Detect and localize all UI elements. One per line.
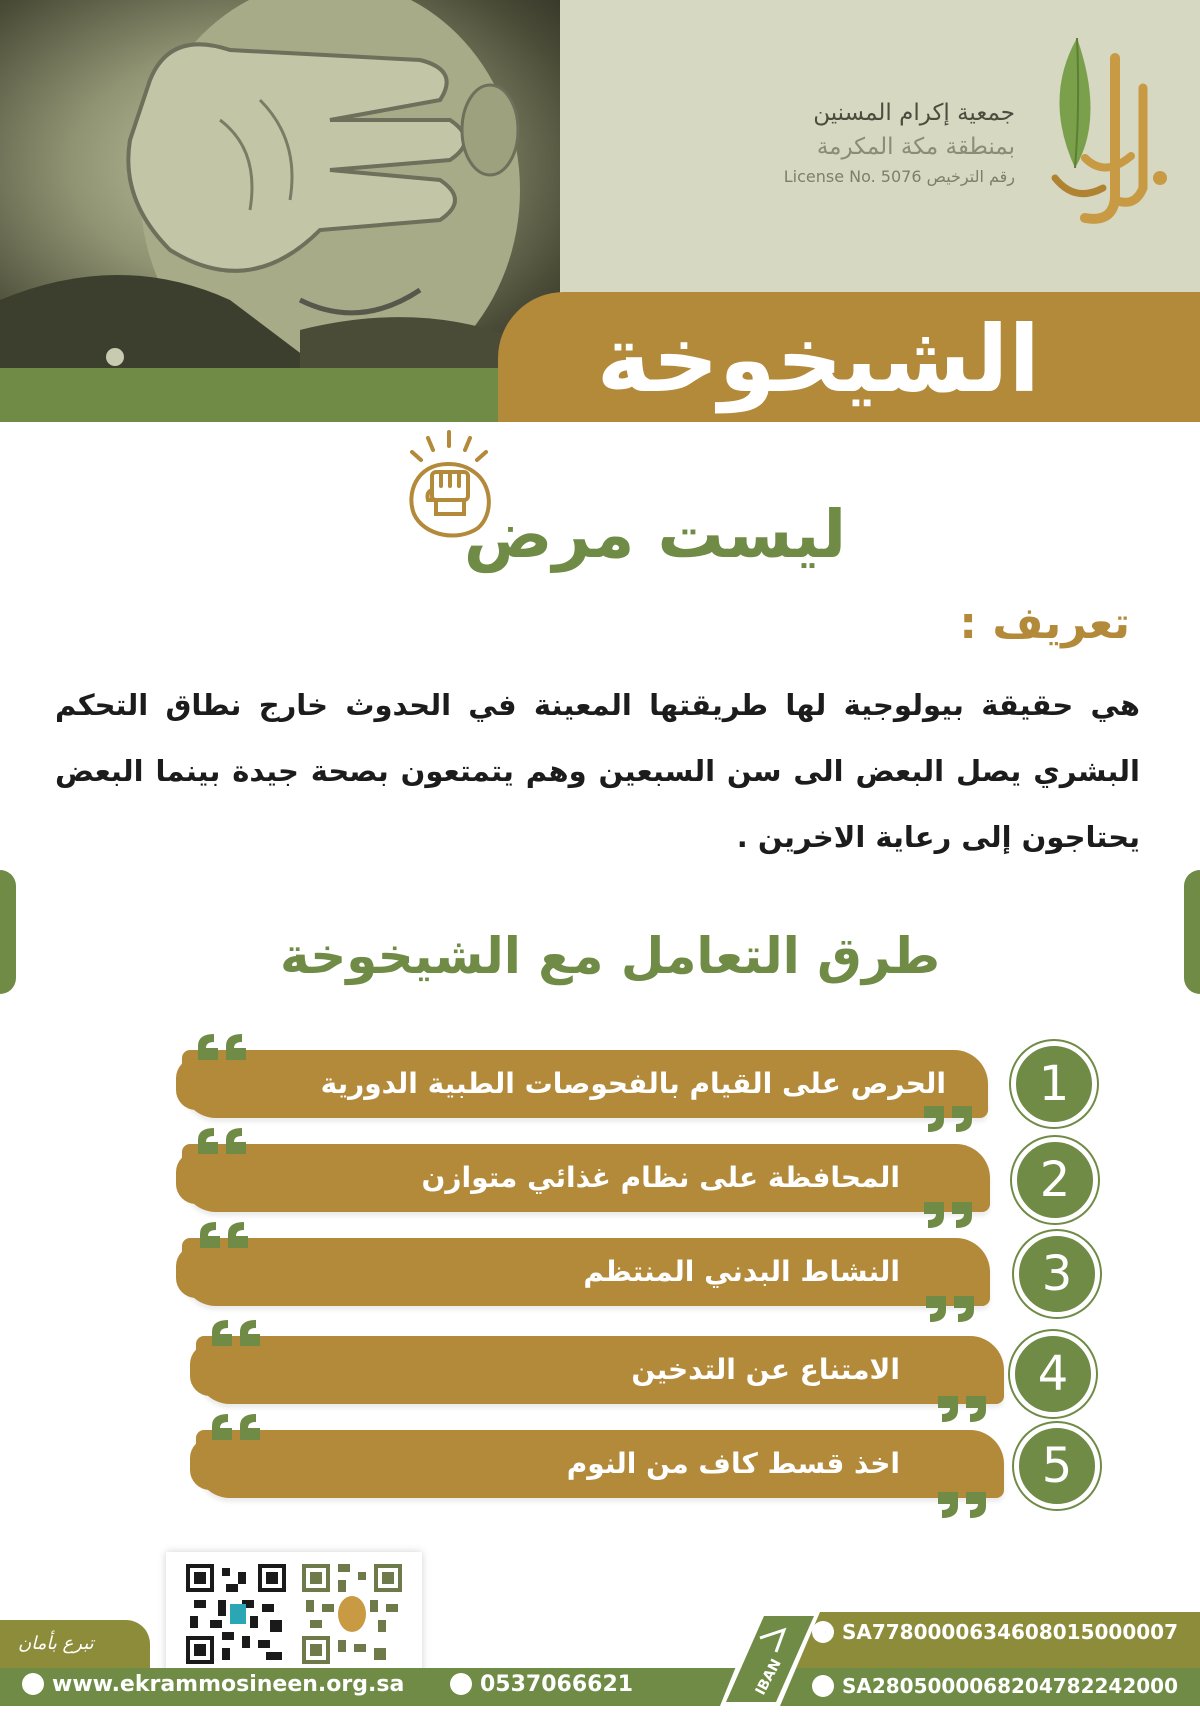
header (0, 0, 1200, 422)
tip-text: النشاط البدني المنتظم (583, 1255, 900, 1288)
license-number: License No. 5076 رقم الترخيص (783, 167, 1015, 186)
iban-number-2[interactable]: SA2805000068204782242000 (812, 1674, 1178, 1698)
tip-text: الامتناع عن التدخين (631, 1353, 900, 1386)
tip-text: اخذ قسط كاف من النوم (566, 1447, 900, 1480)
right-side-tab (1184, 870, 1200, 994)
open-quote-icon (208, 1412, 266, 1442)
website-qr-code[interactable] (302, 1564, 402, 1664)
close-quote-icon (932, 1490, 990, 1520)
whatsapp-icon (450, 1673, 472, 1695)
org-name: جمعية إكرام المسنين (813, 100, 1015, 126)
tip-text: الحرص على القيام بالفحوصات الطبية الدورية (320, 1067, 946, 1100)
section-heading: طرق التعامل مع الشيخوخة (279, 927, 941, 985)
number-badge: 2 (1012, 1137, 1098, 1223)
website-link[interactable]: www.ekrammosineen.org.sa (22, 1672, 404, 1706)
number-badge: 4 (1010, 1331, 1096, 1417)
qr-codes (166, 1552, 422, 1682)
globe-icon (22, 1673, 44, 1695)
close-quote-icon (918, 1200, 976, 1230)
bank-icon (812, 1675, 834, 1697)
subtitle: ليست مرض (463, 496, 847, 573)
page-title: الشيخوخة (596, 306, 1040, 413)
open-quote-icon (194, 1032, 252, 1062)
list-item (0, 1228, 1200, 1338)
list-item (0, 1420, 1200, 1530)
donation-qr-code[interactable] (186, 1564, 286, 1664)
org-region: بمنطقة مكة المكرمة (816, 134, 1015, 160)
number-badge: 5 (1014, 1423, 1100, 1509)
number-badge: 1 (1011, 1041, 1097, 1127)
ekram-logo (1035, 28, 1177, 228)
definition-text: هي حقيقة بيولوجية لها طريقتها المعينة في الحدوث خارج نطاق التحكم البشري يصل البعض الى سن السبعين وهم يتمتعون بصحة جيدة بينما البعض يحتاجون إلى رعاية الاخرين . (55, 688, 1140, 854)
close-quote-icon (918, 1104, 976, 1134)
iban-label: IBAN (752, 1656, 785, 1698)
open-quote-icon (208, 1318, 266, 1348)
number-badge: 3 (1014, 1231, 1100, 1317)
close-quote-icon (920, 1294, 978, 1324)
open-quote-icon (194, 1126, 252, 1156)
elderly-man-photo (0, 0, 560, 368)
iban-number-1[interactable]: SA7780000634608015000007 (812, 1620, 1178, 1644)
bank-icon (812, 1621, 834, 1643)
definition-label: تعريف : (959, 598, 1130, 649)
organization-info (730, 96, 1015, 190)
open-quote-icon (196, 1220, 254, 1250)
donate-label[interactable]: تبرع بأمان (18, 1633, 94, 1654)
left-side-tab (0, 870, 16, 994)
phone-number[interactable]: 0537066621 (450, 1672, 633, 1706)
tip-text: المحافظة على نظام غذائي متوازن (421, 1161, 900, 1194)
